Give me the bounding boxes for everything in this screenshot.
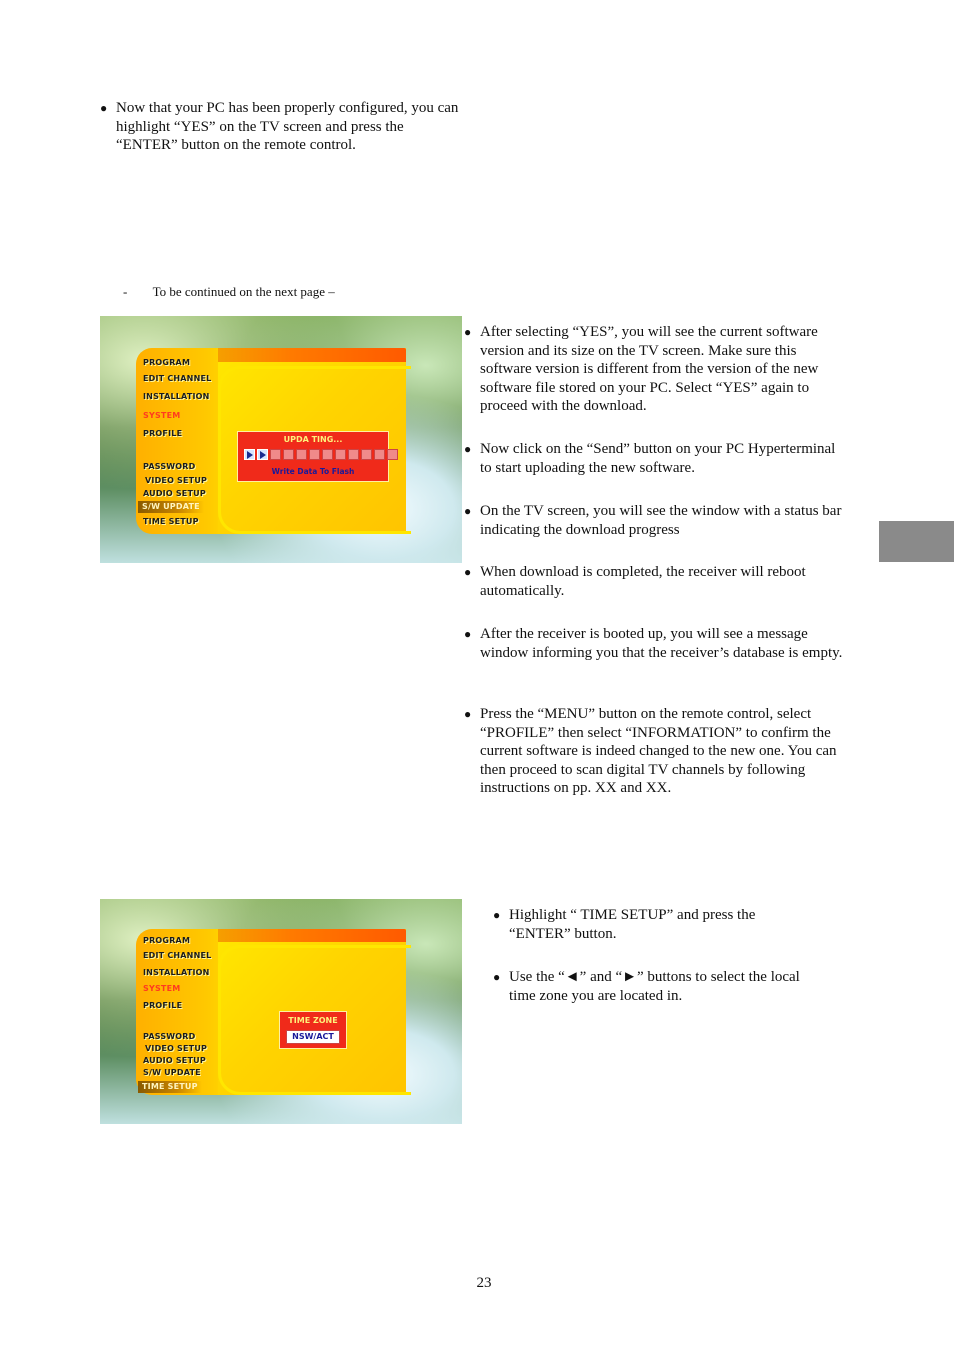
- bullet-dot: ●: [464, 627, 472, 641]
- progress-segment: [322, 449, 333, 460]
- menu-item-profile: PROFILE: [143, 1001, 183, 1010]
- bullet-dot: ●: [464, 565, 472, 579]
- bullet-dot: ●: [464, 442, 472, 456]
- download-bullet-5: [464, 625, 844, 662]
- continued-note-text: To be continued on the next page –: [152, 284, 335, 299]
- menu-item-edit-channel: EDIT CHANNEL: [143, 951, 212, 960]
- progress-segment: [296, 449, 307, 460]
- continued-note: [123, 283, 335, 302]
- progress-segment: [270, 449, 281, 460]
- menu-top-bar: [215, 348, 406, 362]
- intro-bullet-text: Now that your PC has been properly configured, you can highlight “YES” on the TV screen and press the “ENTER” button on the remote control.: [116, 100, 459, 153]
- progress-segment: [335, 449, 346, 460]
- download-bullet-6: [464, 705, 862, 798]
- section-side-tab: [879, 521, 954, 562]
- progress-segment: [283, 449, 294, 460]
- progress-segment: [348, 449, 359, 460]
- progress-segment: [309, 449, 320, 460]
- download-bullet-1-text: After selecting “YES”, you will see the current software version and its size on the TV screen. Make sure this software version is different from the version of the new software file stored on your PC. Select “YES” again to proceed with the download.: [480, 324, 819, 414]
- menu-item-program: PROGRAM: [143, 936, 191, 945]
- download-bullet-4: [464, 563, 844, 600]
- menu-item-profile: PROFILE: [143, 429, 183, 438]
- update-dialog: [237, 431, 389, 482]
- time-bullet-1: [493, 906, 793, 943]
- intro-bullet: [100, 99, 460, 155]
- tv-screenshot-sw-update: [100, 316, 462, 563]
- time-bullet-2: [493, 968, 823, 1005]
- update-progress-bar: [244, 449, 398, 460]
- download-bullet-6-text: Press the “MENU” button on the remote control, select “PROFILE” then select “INFORMATION” to confirm the current software is indeed changed to the new one. You can then proceed to scan digital TV channels by following instructions on pp. XX and XX.: [480, 706, 837, 796]
- menu-item-installation: INSTALLATION: [143, 392, 210, 401]
- continued-note-dash: -: [123, 284, 128, 299]
- submenu-item-video-setup: VIDEO SETUP: [145, 476, 208, 485]
- bullet-dot: ●: [464, 707, 472, 721]
- submenu-item-time-setup: TIME SETUP: [138, 1081, 202, 1093]
- submenu-item-sw-update: S/W UPDATE: [143, 1068, 201, 1077]
- menu-top-bar: [215, 929, 406, 942]
- submenu-item-password: PASSWORD: [143, 1032, 196, 1041]
- download-bullet-2-text: Now click on the “Send” button on your PC Hyperterminal to start uploading the new software.: [480, 441, 836, 476]
- submenu-item-audio-setup: AUDIO SETUP: [143, 1056, 206, 1065]
- menu-item-system: SYSTEM: [143, 411, 181, 420]
- download-bullet-4-text: When download is completed, the receiver will reboot automatically.: [480, 564, 806, 599]
- submenu-item-sw-update: S/W UPDATE: [138, 501, 204, 513]
- update-dialog-title: UPDA TING...: [283, 435, 343, 444]
- progress-segment: [374, 449, 385, 460]
- menu-item-program: PROGRAM: [143, 358, 191, 367]
- page-number: 23: [476, 1275, 492, 1291]
- download-bullet-3-text: On the TV screen, you will see the window with a status bar indicating the download progress: [480, 503, 842, 538]
- timezone-dialog-title: TIME ZONE: [288, 1016, 338, 1025]
- download-bullet-1: [464, 323, 844, 416]
- progress-segment-done: [244, 449, 255, 460]
- bullet-dot: ●: [464, 504, 472, 518]
- time-bullet-2-text: Use the “◄” and “►” buttons to select the local time zone you are located in.: [509, 969, 800, 1004]
- timezone-dialog: [279, 1011, 347, 1049]
- submenu-item-audio-setup: AUDIO SETUP: [143, 489, 206, 498]
- menu-item-system: SYSTEM: [143, 984, 181, 993]
- progress-segment: [387, 449, 398, 460]
- time-bullet-1-text: Highlight “ TIME SETUP” and press the “ENTER” button.: [509, 907, 756, 942]
- tv-screenshot-time-setup: [100, 899, 462, 1124]
- timezone-value: NSW/ACT: [286, 1030, 340, 1044]
- submenu-item-video-setup: VIDEO SETUP: [145, 1044, 208, 1053]
- bullet-dot: ●: [493, 970, 501, 984]
- bullet-dot: ●: [493, 908, 501, 922]
- submenu-item-time-setup: TIME SETUP: [143, 517, 199, 526]
- menu-item-installation: INSTALLATION: [143, 968, 210, 977]
- download-bullet-5-text: After the receiver is booted up, you will see a message window informing you that the receiver’s database is empty.: [480, 626, 843, 661]
- update-dialog-status: Write Data To Flash: [271, 467, 355, 476]
- progress-segment-done: [257, 449, 268, 460]
- download-bullet-3: [464, 502, 849, 539]
- menu-item-edit-channel: EDIT CHANNEL: [143, 374, 212, 383]
- download-bullet-2: [464, 440, 844, 477]
- bullet-dot: ●: [100, 101, 108, 115]
- bullet-dot: ●: [464, 325, 472, 339]
- submenu-item-password: PASSWORD: [143, 462, 196, 471]
- progress-segment: [361, 449, 372, 460]
